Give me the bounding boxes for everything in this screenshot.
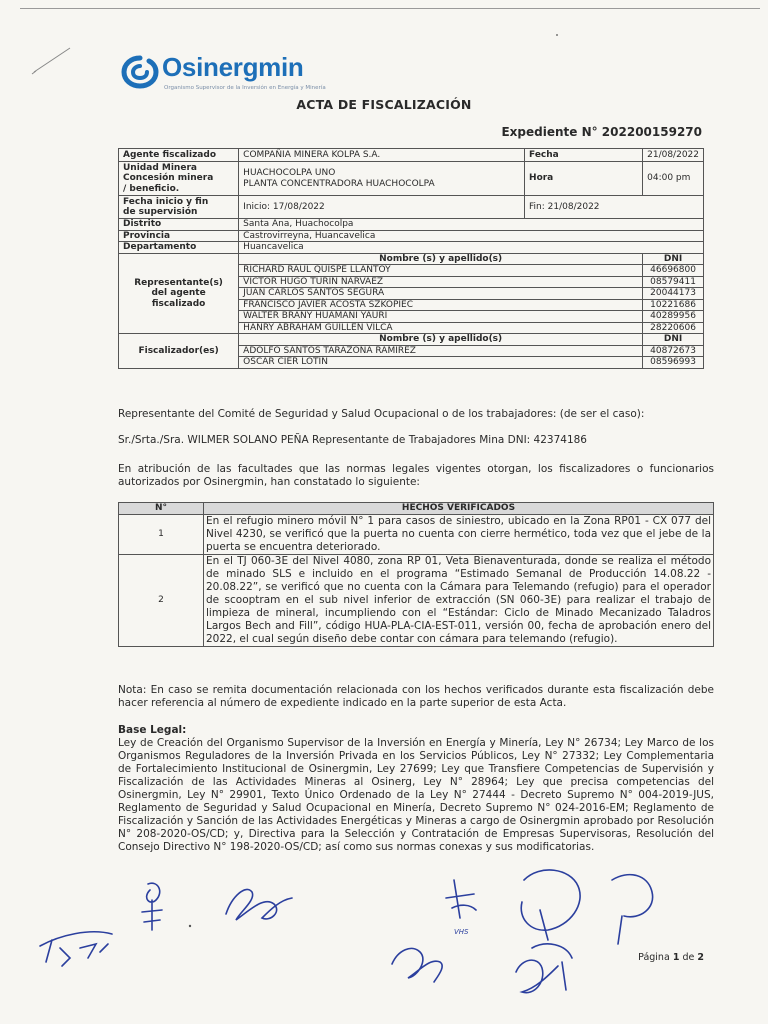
base-legal-text: Ley de Creación del Organismo Supervisor de la Inversión en Energía y Minería, Ley N° 26734; Ley Marco de los Organismos Reguladores de la Inversión Privada en los Servicios Públicos, Ley N° 27332; Ley Complementaria de Fortalecimiento Institucional de Osinergmin, Ley 27699; Ley que Transfiere Competencias de Supervisión y Fiscalización de las Actividades Mineras al Osinerg, Ley N° 28964; Ley que precisa competencias del Osinergmin, Ley N° 29901, Texto Único Ordenado de la Ley N° 27444 - Decreto Supremo N° 004-2019-JUS, Reglamento de Seguridad y Salud Ocupacional en Minería, Decreto Supremo N° 024-2016-EM; Reglamento de Fiscalización y Sanción de las Actividades Energéticas y Mineras a cargo de Osinergmin aprobado por Resolución N° 208-2020-OS/CD; y, Directiva para la Selección y Contratación de Empresas Supervisoras, Resolución del Consejo Directivo N° 198-2020-OS/CD; así como sus normas conexas y sus modificatorias. <box>118 737 714 853</box>
signature-4 <box>446 880 476 918</box>
comite-paragraph: Representante del Comité de Seguridad y Salud Ocupacional o de los trabajadores: (de ser el caso): <box>118 408 645 420</box>
hechos-num-header: N° <box>119 503 204 515</box>
signature-initials: VHS <box>454 928 469 936</box>
hecho-text: En el TJ 060-3E del Nivel 4080, zona RP 01, Veta Bienaventurada, donde se realiza el método de minado SLS e incluido en el programa “Estimado Semanal de Producción 14.08.22 - 20.08.22”, se verificó que no cuenta con la Cámara para Telemando (refugio) para el operador de scooptram en el sub nivel inferior de extracción (SN 060-3E) para realizar el trabajo de limpieza de mineral, incumpliendo con el “Estándar: Ciclo de Minado Mecanizado Taladros Largos Bech and Fill”, código HUA-PLA-CIA-EST-011, versión 00, fecha de aprobación enero del 2022, el cual según diseño debe contar con cámara para telemando (refugio). <box>204 555 714 647</box>
rep-names-header: Nombre (s) y apellido(s) <box>239 253 643 265</box>
rep-name: RICHARD RAUL QUISPE LLANTOY <box>239 265 643 277</box>
hecho-number: 1 <box>119 515 204 555</box>
base-legal-title: Base Legal: <box>118 724 187 736</box>
provincia-label: Provincia <box>119 230 239 242</box>
osinergmin-logo-icon <box>120 54 160 90</box>
hecho-number: 2 <box>119 555 204 647</box>
rep-dni: 40289956 <box>643 311 704 323</box>
rep-dni: 46696800 <box>643 265 704 277</box>
hecho-text: En el refugio minero móvil N° 1 para casos de siniestro, ubicado en la Zona RP01 - CX 077 del Nivel 4230, se verificó que la puerta no cuenta con cierre hermético, toda vez que el jebe de la puerta se encuentra deteriorado. <box>204 515 714 555</box>
hechos-table <box>118 502 714 647</box>
fiscalizadores-label: Fiscalizador(es) <box>119 334 239 369</box>
fisc-names-header: Nombre (s) y apellido(s) <box>239 334 643 346</box>
distrito-label: Distrito <box>119 219 239 231</box>
rep-name: VICTOR HUGO TURIN NARVAEZ <box>239 276 643 288</box>
rep-name: HANRY ABRAHAM GUILLEN VILCA <box>239 322 643 334</box>
rep-dni: 20044173 <box>643 288 704 300</box>
rep-name: WALTER BRANY HUAMANI YAURI <box>239 311 643 323</box>
hora-label: Hora <box>525 162 643 196</box>
table-row <box>119 515 714 555</box>
agente-value: COMPAÑIA MINERA KOLPA S.A. <box>239 149 525 162</box>
representantes-label: Representante(s) del agente fiscalizado <box>119 253 239 334</box>
ink-dot <box>189 925 191 927</box>
brand-subtitle: Organismo Supervisor de la Inversión en Energía y Minería <box>164 85 326 91</box>
representante-trabajadores: Sr./Srta./Sra. WILMER SOLANO PEÑA Representante de Trabajadores Mina DNI: 42374186 <box>118 434 587 446</box>
rep-dni: 08579411 <box>643 276 704 288</box>
signature-2 <box>142 883 162 930</box>
rep-dni: 28220606 <box>643 322 704 334</box>
fisc-name: OSCAR CIER LOTIN <box>239 357 643 369</box>
signature-6 <box>521 870 580 958</box>
osinergmin-logo <box>120 52 360 94</box>
unidad-value: HUACHOCOLPA UNO PLANTA CONCENTRADORA HUACHOCOLPA <box>239 162 525 196</box>
rep-name: JUAN CARLOS SANTOS SEGURA <box>239 288 643 300</box>
rep-dni-header: DNI <box>643 253 704 265</box>
fisc-dni: 40872673 <box>643 345 704 357</box>
document-title: ACTA DE FISCALIZACIÓN <box>296 97 472 112</box>
signature-7 <box>612 875 653 944</box>
fisc-dni-header: DNI <box>643 334 704 346</box>
scan-top-line <box>20 8 760 9</box>
brand-name: Osinergmin <box>162 52 304 82</box>
pen-mark <box>30 44 76 76</box>
distrito-value: Santa Ana, Huachocolpa <box>239 219 704 231</box>
provincia-value: Castrovirreyna, Huancavelica <box>239 230 704 242</box>
signature-1 <box>40 932 112 966</box>
fecha-value: 21/08/2022 <box>643 149 704 162</box>
fisc-dni: 08596993 <box>643 357 704 369</box>
table-row <box>119 555 714 647</box>
rep-dni: 10221686 <box>643 299 704 311</box>
inspection-info-table <box>118 148 704 369</box>
fisc-name: ADOLFO SANTOS TARAZONA RAMIREZ <box>239 345 643 357</box>
fecha-label: Fecha <box>525 149 643 162</box>
periodo-label: Fecha inicio y fin de supervisión <box>119 196 239 219</box>
agente-label: Agente fiscalizado <box>119 149 239 162</box>
departamento-value: Huancavelica <box>239 242 704 254</box>
inicio-value: Inicio: 17/08/2022 <box>239 196 525 219</box>
scan-speck <box>556 34 558 36</box>
signature-3 <box>226 889 292 920</box>
hechos-header: HECHOS VERIFICADOS <box>204 503 714 515</box>
rep-name: FRANCISCO JAVIER ACOSTA SZKOPIEC <box>239 299 643 311</box>
expediente-number: Expediente N° 202200159270 <box>501 125 702 139</box>
page-number: Página 1 de 2 <box>638 952 704 963</box>
fin-value: Fin: 21/08/2022 <box>525 196 704 219</box>
nota-paragraph: Nota: En caso se remita documentación relacionada con los hechos verificados durante esta fiscalización debe hacer referencia al número de expediente indicado en la parte superior de esta Acta. <box>118 684 714 709</box>
signature-5 <box>392 948 442 982</box>
hora-value: 04:00 pm <box>643 162 704 196</box>
atribucion-paragraph: En atribución de las facultades que las normas legales vigentes otorgan, los fiscalizadores o funcionarios autorizados por Osinergmin, han constatado lo siguiente: <box>118 463 714 488</box>
departamento-label: Departamento <box>119 242 239 254</box>
signature-8 <box>516 960 566 993</box>
unidad-label: Unidad Minera Concesión minera / beneficio. <box>119 162 239 196</box>
